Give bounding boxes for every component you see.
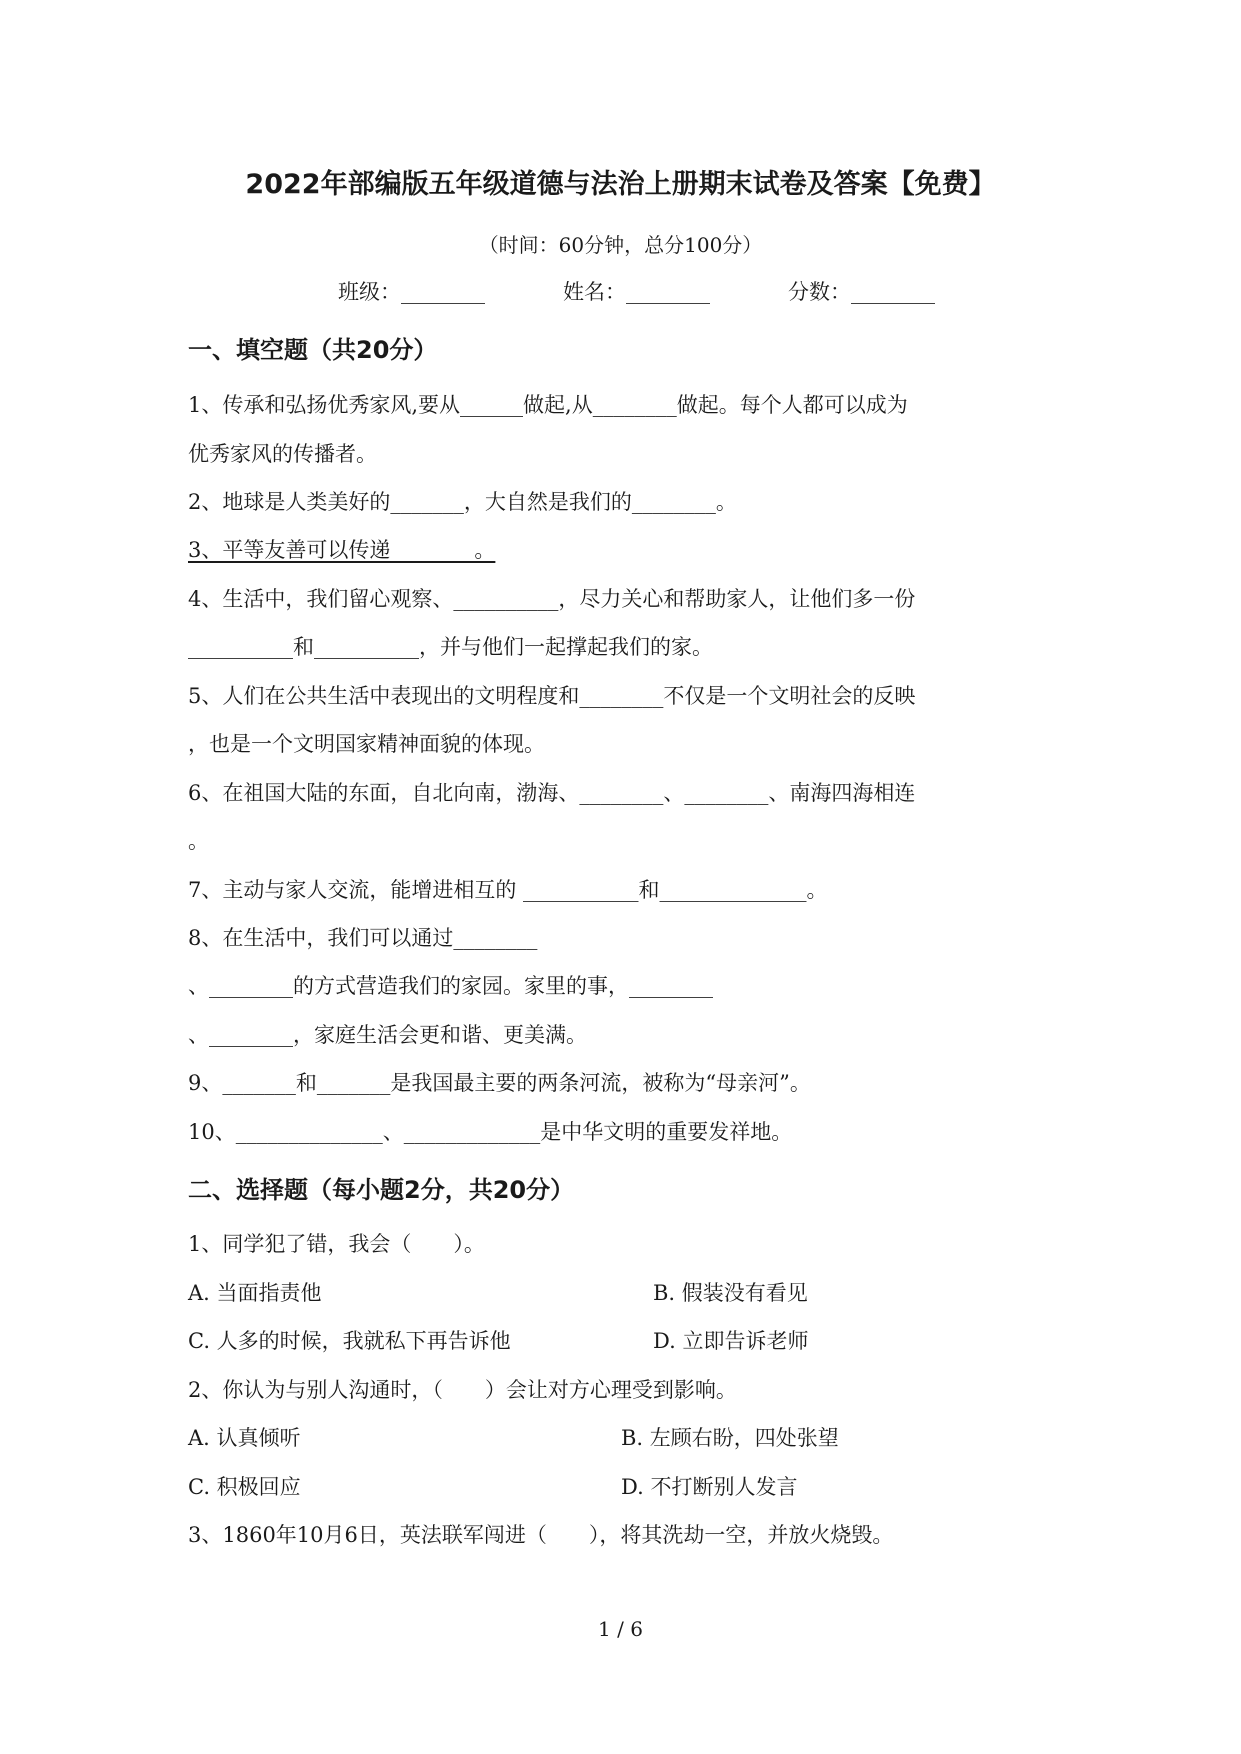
choice-option: A. 当面指责他: [188, 1281, 322, 1305]
question-line: 9、_______和_______是我国最主要的两条河流，被称为“母亲河”。: [188, 1071, 811, 1095]
class-field: 班级：________: [338, 280, 485, 304]
score-field: 分数：________: [788, 280, 935, 304]
question-line: 。: [188, 829, 209, 853]
choice-option: A. 认真倾听: [188, 1426, 301, 1450]
section-heading-multiple-choice: 二、选择题（每小题2分，共20分）: [188, 1176, 575, 1204]
question-stem: 3、1860年10月6日，英法联军闯进（ ），将其洗劫一空，并放火烧毁。: [188, 1523, 894, 1547]
question-line: 优秀家风的传播者。: [188, 442, 377, 466]
exam-time-info: （时间：60分钟，总分100分）: [478, 233, 763, 257]
section-heading-fill-blank: 一、填空题（共20分）: [188, 336, 438, 364]
choice-option: C. 积极回应: [188, 1475, 301, 1499]
choice-option: B. 假装没有看见: [653, 1281, 808, 1305]
question-line: 3、平等友善可以传递________。: [188, 538, 496, 562]
choice-option: B. 左顾右盼，四处张望: [621, 1426, 839, 1450]
choice-option: C. 人多的时候，我就私下再告诉他: [188, 1329, 511, 1353]
question-line: 、________，家庭生活会更和谐、更美满。: [188, 1023, 587, 1047]
choice-option: D. 立即告诉老师: [653, 1329, 809, 1353]
question-line: 5、人们在公共生活中表现出的文明程度和________不仅是一个文明社会的反映: [188, 684, 916, 708]
question-line: 7、主动与家人交流，能增进相互的 ___________和______________。: [188, 878, 828, 902]
question-line: 1、传承和弘扬优秀家风,要从______做起,从________做起。每个人都可以成为: [188, 393, 908, 417]
document-title: 2022年部编版五年级道德与法治上册期末试卷及答案【免费】: [245, 169, 996, 200]
question-line: __________和__________，并与他们一起撑起我们的家。: [188, 635, 713, 659]
question-line: 2、地球是人类美好的_______，大自然是我们的________。: [188, 490, 737, 514]
question-line: 10、______________、_____________是中华文明的重要发祥地。: [188, 1120, 793, 1144]
question-stem: 1、同学犯了错，我会（ ）。: [188, 1232, 485, 1256]
question-line: 8、在生活中，我们可以通过________: [188, 926, 538, 950]
choice-option: D. 不打断别人发言: [621, 1475, 798, 1499]
question-line: 4、生活中，我们留心观察、__________，尽力关心和帮助家人，让他们多一份: [188, 587, 916, 611]
name-field: 姓名：________: [563, 280, 710, 304]
question-line: ，也是一个文明国家精神面貌的体现。: [188, 732, 545, 756]
page-number: 1 / 6: [598, 1617, 643, 1641]
question-stem: 2、你认为与别人沟通时，（ ）会让对方心理受到影响。: [188, 1378, 737, 1402]
question-line: 、________的方式营造我们的家园。家里的事，________: [188, 974, 713, 998]
question-line: 6、在祖国大陆的东面，自北向南，渤海、________、________、南海四海相连: [188, 781, 916, 805]
